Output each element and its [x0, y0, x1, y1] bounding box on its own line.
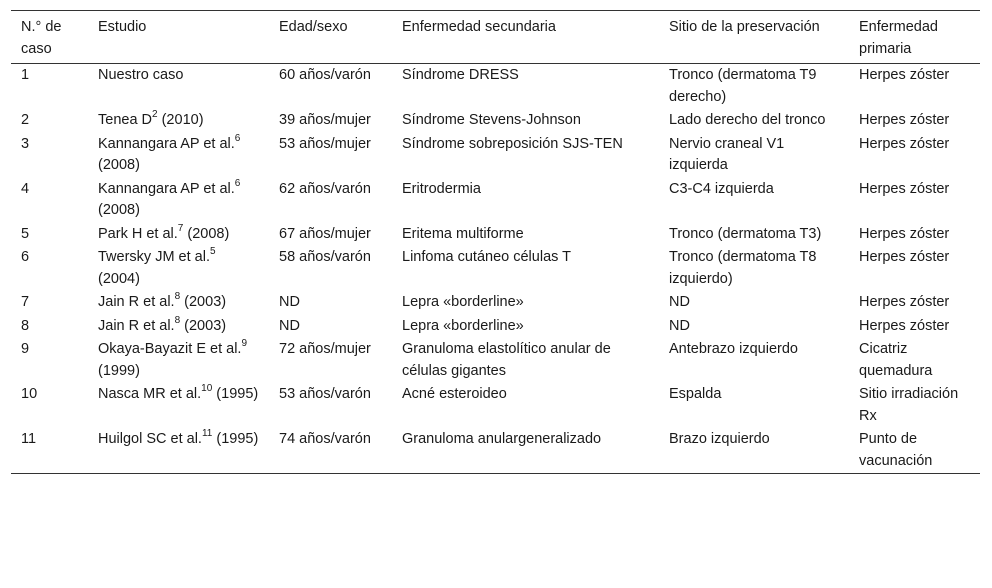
study-year: (2008) [183, 225, 230, 242]
case-number-cell: 7 [21, 294, 30, 310]
study-cell [88, 64, 269, 110]
study-cell [88, 428, 269, 474]
case-number-cell: 5 [21, 225, 30, 242]
table-row [11, 109, 980, 133]
reference-number: 6 [234, 177, 241, 189]
study-name: Twersky JM et al. [98, 249, 210, 265]
case-number-cell: 2 [21, 112, 30, 128]
study-cell [88, 133, 269, 178]
preservation-site-cell: Tronco (dermatoma T9 derecho) [669, 67, 817, 105]
preservation-site-cell: Espalda [669, 386, 722, 402]
study-name: Tenea D [98, 112, 153, 128]
study-name: Kannangara AP et al. [98, 180, 235, 197]
age-sex-cell: 53 años/varón [279, 386, 371, 402]
table-row [11, 133, 980, 178]
age-sex-cell: 60 años/varón [279, 67, 371, 83]
study-cell [88, 291, 269, 315]
study-name: Nasca MR et al. [98, 386, 202, 402]
table-row [11, 178, 980, 223]
table-row [11, 246, 980, 291]
primary-disease-cell: Punto de vacunación [859, 431, 933, 469]
age-sex-cell: 53 años/mujer [279, 135, 371, 152]
age-sex-cell: 58 años/varón [279, 249, 371, 265]
header-study: Estudio [98, 19, 147, 35]
case-number-cell: 3 [21, 135, 30, 152]
case-number-cell: 10 [21, 386, 38, 402]
study-cell [88, 109, 269, 133]
table-row [11, 64, 980, 110]
preservation-site-cell: Tronco (dermatoma T3) [669, 225, 822, 242]
primary-disease-cell: Herpes zóster [859, 249, 950, 265]
study-name: Kannangara AP et al. [98, 135, 235, 152]
study-name: Nuestro caso [98, 67, 184, 83]
table-body [11, 64, 980, 474]
study-year: (2008) [98, 202, 140, 218]
study-year: (1995) [212, 386, 259, 402]
reference-number: 11 [201, 428, 213, 440]
header-preservation-site: Sitio de la preservación [669, 19, 820, 35]
preservation-site-cell: ND [669, 317, 690, 334]
primary-disease-cell: Herpes zóster [859, 112, 950, 128]
age-sex-cell: ND [279, 294, 300, 310]
study-name: Jain R et al. [98, 317, 175, 334]
study-year: (1995) [212, 431, 259, 447]
primary-disease-cell: Herpes zóster [859, 317, 950, 334]
preservation-site-cell: C3-C4 izquierda [669, 180, 774, 197]
secondary-disease-cell: Eritema multiforme [402, 225, 524, 242]
primary-disease-cell: Herpes zóster [859, 180, 950, 197]
case-number-cell: 11 [21, 431, 37, 447]
reference-number: 8 [174, 314, 181, 326]
case-number-cell: 9 [21, 341, 30, 357]
study-name: Jain R et al. [98, 294, 175, 310]
primary-disease-cell: Herpes zóster [859, 294, 950, 310]
study-year: (2008) [98, 157, 140, 173]
secondary-disease-cell: Lepra «borderline» [402, 317, 524, 334]
study-cell [88, 315, 269, 339]
preservation-site-cell: Tronco (dermatoma T8 izquierdo) [669, 249, 817, 287]
secondary-disease-cell: Síndrome DRESS [402, 67, 519, 83]
study-year: (2010) [157, 112, 204, 128]
header-primary-disease: Enfermedad primaria [859, 19, 938, 57]
table-header [11, 11, 980, 64]
age-sex-cell: 72 años/mujer [279, 341, 371, 357]
secondary-disease-cell: Eritrodermia [402, 180, 481, 197]
reference-number: 10 [201, 383, 213, 395]
secondary-disease-cell: Síndrome sobreposición SJS-TEN [402, 135, 623, 152]
secondary-disease-cell: Acné esteroideo [402, 386, 507, 402]
table-row [11, 338, 980, 383]
table-row [11, 291, 980, 315]
reference-number: 9 [241, 338, 248, 350]
study-cell [88, 223, 269, 247]
preservation-site-cell: Lado derecho del tronco [669, 112, 826, 128]
study-year: (2003) [180, 294, 227, 310]
primary-disease-cell: Sitio irradiación Rx [859, 386, 959, 424]
preservation-site-cell: Nervio craneal V1 izquierda [669, 135, 785, 173]
age-sex-cell: 62 años/varón [279, 180, 371, 197]
case-number-cell: 4 [21, 180, 30, 197]
secondary-disease-cell: Granuloma anulargeneralizado [402, 431, 602, 447]
table-row [11, 315, 980, 339]
primary-disease-cell: Herpes zóster [859, 67, 950, 83]
study-name: Park H et al. [98, 225, 178, 242]
case-number-cell: 1 [21, 67, 30, 83]
header-secondary-disease: Enfermedad secundaria [402, 19, 556, 35]
reference-number: 6 [234, 132, 241, 144]
secondary-disease-cell: Lepra «borderline» [402, 294, 524, 310]
cases-table-container [11, 10, 980, 474]
secondary-disease-cell: Síndrome Stevens-Johnson [402, 112, 581, 128]
reference-number: 8 [174, 291, 181, 303]
age-sex-cell: 74 años/varón [279, 431, 371, 447]
study-year: (2003) [180, 317, 227, 334]
preservation-site-cell: Brazo izquierdo [669, 431, 770, 447]
secondary-disease-cell: Granuloma elastolítico anular de células gigantes [402, 341, 611, 379]
table-row [11, 383, 980, 428]
header-age-sex: Edad/sexo [279, 19, 348, 35]
table-row [11, 223, 980, 247]
secondary-disease-cell: Linfoma cutáneo células T [402, 249, 572, 265]
age-sex-cell: 39 años/mujer [279, 112, 371, 128]
study-name: Okaya-Bayazit E et al. [98, 341, 242, 357]
study-year: (2004) [98, 270, 140, 287]
study-cell [88, 178, 269, 223]
reference-number: 2 [152, 109, 158, 121]
reference-number: 7 [177, 222, 184, 234]
study-cell [88, 338, 269, 383]
cases-table [11, 10, 980, 474]
preservation-site-cell: Antebrazo izquierdo [669, 341, 798, 357]
primary-disease-cell: Herpes zóster [859, 225, 950, 242]
preservation-site-cell: ND [669, 294, 690, 310]
header-case-number: N.° de caso [21, 19, 62, 57]
study-name: Huilgol SC et al. [98, 431, 202, 447]
header-row [11, 11, 980, 64]
age-sex-cell: ND [279, 317, 300, 334]
primary-disease-cell: Cicatriz quemadura [859, 341, 933, 379]
primary-disease-cell: Herpes zóster [859, 135, 950, 152]
reference-number: 5 [210, 246, 216, 258]
study-cell [88, 383, 269, 428]
table-row [11, 428, 980, 474]
study-year: (1999) [98, 362, 140, 379]
case-number-cell: 8 [21, 317, 30, 334]
case-number-cell: 6 [21, 249, 30, 265]
age-sex-cell: 67 años/mujer [279, 225, 371, 242]
study-cell [88, 246, 269, 291]
